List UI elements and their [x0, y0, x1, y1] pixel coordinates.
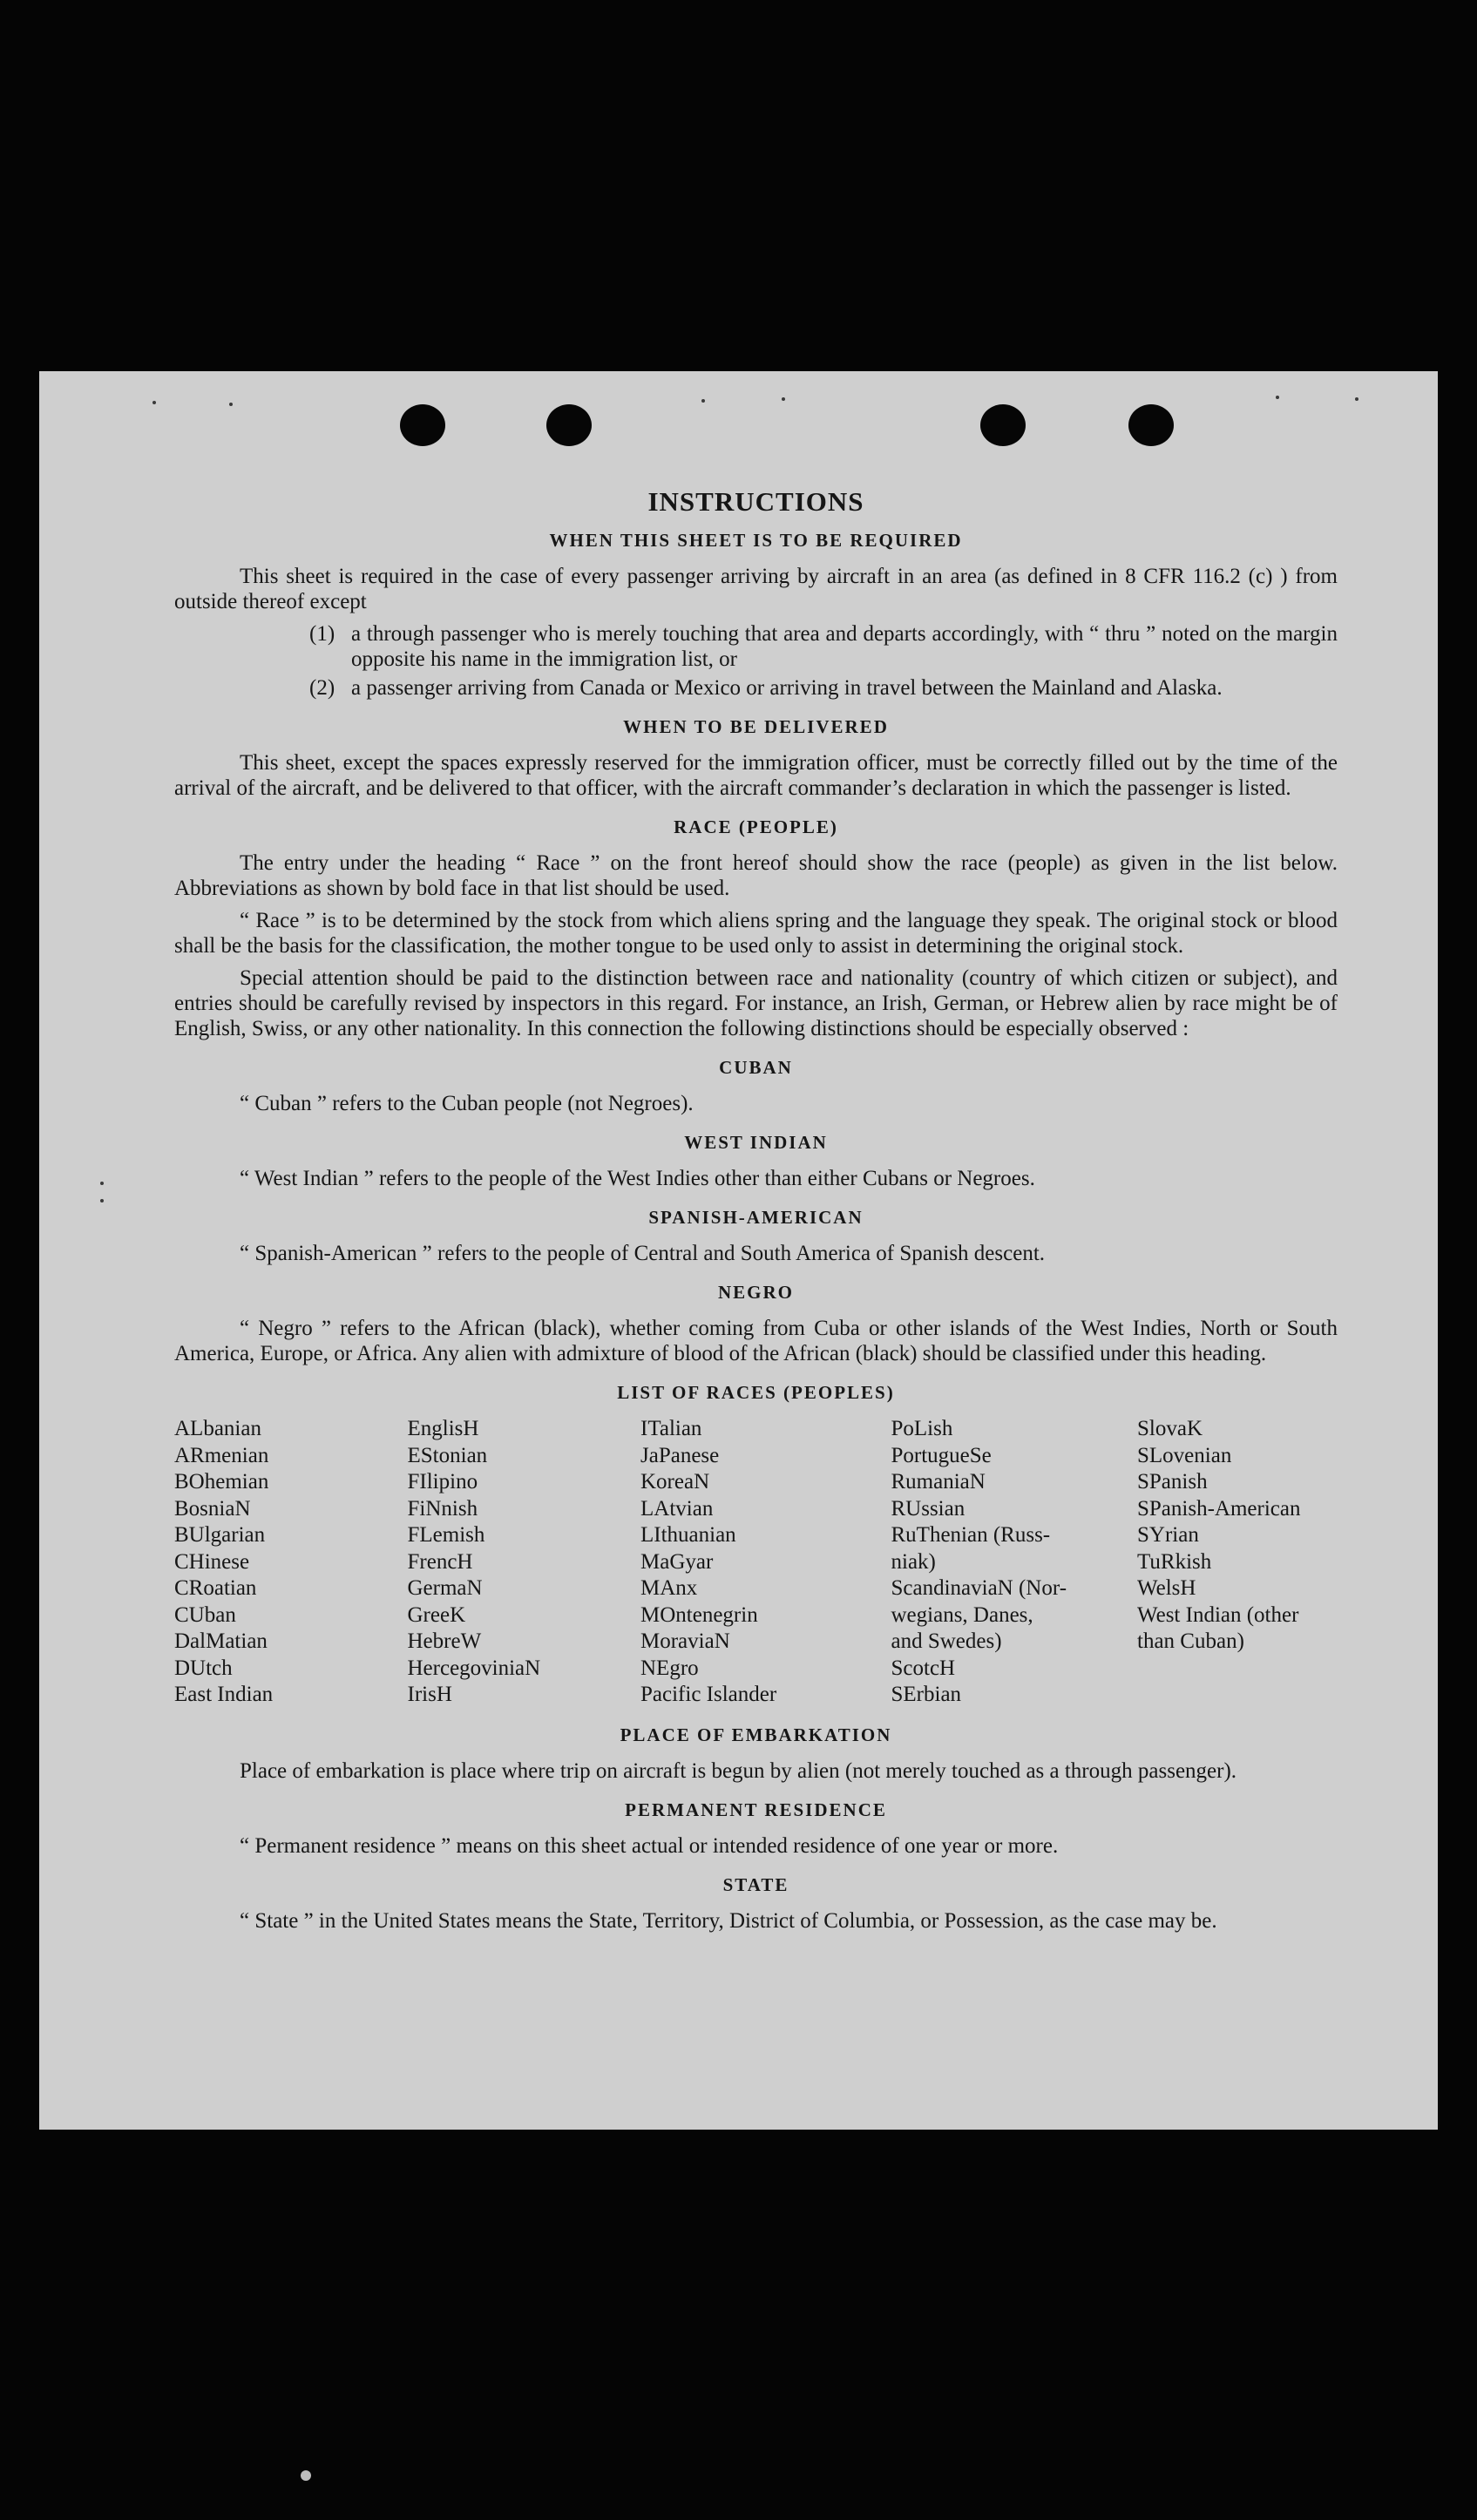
race-entry: RumaniaN — [891, 1470, 986, 1494]
list-item-text: a passenger arriving from Canada or Mexico or arriving in travel between the Mainland and Alaska. — [351, 676, 1223, 700]
race-entry: Pacific Islander — [640, 1683, 777, 1706]
heading-list-of-races: LIST OF RACES (PEOPLES) — [617, 1382, 895, 1403]
race-entry: SErbian — [891, 1683, 962, 1706]
race-entry: niak) — [891, 1549, 936, 1574]
text-cuban: “ Cuban ” refers to the Cuban people (not Negroes). — [240, 1092, 694, 1115]
text-spanish-american: “ Spanish-American ” refers to the people of Central and South America of Spanish descent. — [240, 1242, 1046, 1265]
race-entry: GreeK — [407, 1602, 466, 1627]
race-entry: DalMatian — [174, 1629, 268, 1653]
race-entry: PoLish — [891, 1417, 953, 1440]
races-column-3 — [640, 1416, 876, 1709]
heading-when-delivered: WHEN TO BE DELIVERED — [623, 716, 889, 737]
list-item-number: (1) — [309, 622, 335, 646]
race-entry: ScotcH — [891, 1656, 956, 1680]
heading-race: RACE (PEOPLE) — [674, 816, 838, 837]
text-race-2: “ Race ” is to be determined by the stock from which aliens spring and the language they speak. The original stock or blood shall be the basis for the classification, the mother tongue to be used only to assist in determining the original stock. — [174, 909, 1338, 958]
race-entry: ARmenian — [174, 1443, 269, 1467]
race-entry: CUban — [174, 1602, 236, 1627]
text-when-required: This sheet is required in the case of every passenger arriving by aircraft in an area (as defined in 8 CFR 116.2 (c) ) from outside thereof except — [174, 565, 1338, 613]
punch-hole-2 — [546, 404, 592, 446]
race-entry: SPanish-American — [1137, 1496, 1301, 1521]
race-entry: ScandinaviaN (Nor- — [891, 1576, 1067, 1600]
instructions-content — [174, 486, 1338, 1941]
race-entry: FIlipino — [407, 1470, 478, 1494]
text-state: “ State ” in the United States means the State, Territory, District of Columbia, or Possession, as the case may be. — [240, 1908, 1217, 1933]
text-race-3: Special attention should be paid to the distinction between race and nationality (country of which citizen or subject), and entries should be carefully revised by inspectors in this regard. For instance, an Irish, German, or Hebrew alien by race might be of English, Swiss, or any other nationality. In this connection the following distinctions should be especially observed : — [174, 966, 1338, 1040]
race-entry: PortugueSe — [891, 1443, 992, 1467]
speck — [100, 1199, 104, 1202]
heading-cuban: CUBAN — [719, 1057, 793, 1078]
race-entry: FiNnish — [407, 1496, 478, 1521]
race-entry: than Cuban) — [1137, 1629, 1244, 1653]
list-item-text: a through passenger who is merely touching that area and departs accordingly, with “ thru ” noted on the margin opposite his name in the immigration list, or — [351, 622, 1338, 671]
race-entry: DUtch — [174, 1656, 233, 1680]
heading-place-of-embarkation: PLACE OF EMBARKATION — [620, 1724, 892, 1745]
text-permanent-residence: “ Permanent residence ” means on this sheet actual or intended residence of one year or more. — [240, 1833, 1059, 1858]
race-entry: LAtvian — [640, 1496, 714, 1521]
race-entry: RuThenian (Russ- — [891, 1523, 1051, 1547]
text-when-delivered: This sheet, except the spaces expressly reserved for the immigration officer, must be correctly filled out by the time of the arrival of the aircraft, and be delivered to that officer, with the aircraft commander’s declaration in which the passenger is listed. — [174, 751, 1338, 800]
speck — [229, 403, 233, 406]
race-entry: KoreaN — [640, 1470, 710, 1494]
races-column-5 — [1137, 1416, 1338, 1709]
race-entry: MAnx — [640, 1576, 698, 1600]
race-entry: HercegoviniaN — [407, 1656, 541, 1680]
punch-hole-3 — [980, 404, 1026, 446]
race-entry: MOntenegrin — [640, 1602, 758, 1627]
race-entry: HebreW — [407, 1629, 482, 1653]
race-entry: IrisH — [407, 1683, 452, 1706]
page-title: INSTRUCTIONS — [647, 486, 864, 517]
race-entry: SPanish — [1137, 1470, 1208, 1494]
race-entry: EnglisH — [407, 1417, 479, 1440]
races-column-2 — [408, 1416, 626, 1709]
race-entry: and Swedes) — [891, 1629, 1002, 1653]
race-entry: wegians, Danes, — [891, 1602, 1033, 1627]
punch-hole-4 — [1128, 404, 1174, 446]
heading-state: STATE — [722, 1873, 789, 1895]
speck — [1355, 397, 1358, 401]
speck — [701, 399, 705, 403]
race-entry: LIthuanian — [640, 1523, 736, 1547]
race-entry: ALbanian — [174, 1417, 261, 1440]
races-list — [174, 1416, 1338, 1709]
text-place-of-embarkation: Place of embarkation is place where trip on aircraft is begun by alien (not merely touched as a through passenger). — [240, 1758, 1237, 1783]
heading-when-required: WHEN THIS SHEET IS TO BE REQUIRED — [549, 530, 963, 551]
heading-west-indian: WEST INDIAN — [684, 1132, 828, 1153]
film-speck — [301, 2470, 311, 2481]
list-item — [174, 621, 1338, 672]
speck — [1276, 396, 1279, 399]
text-west-indian: “ West Indian ” refers to the people of the West Indies other than either Cubans or Negroes. — [240, 1167, 1035, 1190]
race-entry: RUssian — [891, 1496, 965, 1521]
race-entry: SlovaK — [1137, 1417, 1203, 1440]
race-entry: FLemish — [407, 1523, 485, 1547]
race-entry: SYrian — [1137, 1523, 1199, 1547]
race-entry: CHinese — [174, 1549, 250, 1574]
race-entry: CRoatian — [174, 1576, 257, 1600]
speck — [152, 401, 156, 404]
heading-spanish-american: SPANISH-AMERICAN — [648, 1207, 864, 1228]
race-entry: JaPanese — [640, 1443, 720, 1467]
race-entry: NEgro — [640, 1656, 699, 1680]
race-entry: ITalian — [640, 1417, 702, 1440]
text-negro: “ Negro ” refers to the African (black), whether coming from Cuba or other islands of the West Indies, North or South America, Europe, or Africa. Any alien with admixture of blood of the African (black) should be classified under this heading. — [174, 1317, 1338, 1365]
race-entry: FrencH — [407, 1549, 473, 1574]
heading-permanent-residence: PERMANENT RESIDENCE — [625, 1799, 887, 1820]
heading-negro: NEGRO — [717, 1282, 794, 1303]
race-entry: TuRkish — [1137, 1549, 1212, 1574]
races-column-4 — [891, 1416, 1122, 1709]
speck — [100, 1182, 104, 1185]
race-entry: SLovenian — [1137, 1443, 1232, 1467]
text-race-1: The entry under the heading “ Race ” on the front hereof should show the race (people) as given in the list below. Abbreviations as shown by bold face in that list should be used. — [174, 851, 1338, 900]
races-column-1 — [174, 1416, 392, 1709]
list-item — [174, 675, 1338, 701]
race-entry: EStonian — [407, 1443, 488, 1467]
race-entry: BosniaN — [174, 1496, 251, 1521]
list-item-number: (2) — [309, 676, 335, 700]
race-entry: BUlgarian — [174, 1523, 266, 1547]
race-entry: East Indian — [174, 1683, 274, 1706]
race-entry: MaGyar — [640, 1549, 714, 1574]
document-sheet — [39, 371, 1438, 2130]
speck — [782, 397, 785, 401]
race-entry: MoraviaN — [640, 1629, 730, 1653]
race-entry: GermaN — [407, 1576, 483, 1600]
race-entry: BOhemian — [174, 1470, 269, 1494]
punch-hole-1 — [400, 404, 445, 446]
race-entry: WelsH — [1137, 1576, 1196, 1600]
race-entry: West Indian (other — [1137, 1602, 1299, 1627]
